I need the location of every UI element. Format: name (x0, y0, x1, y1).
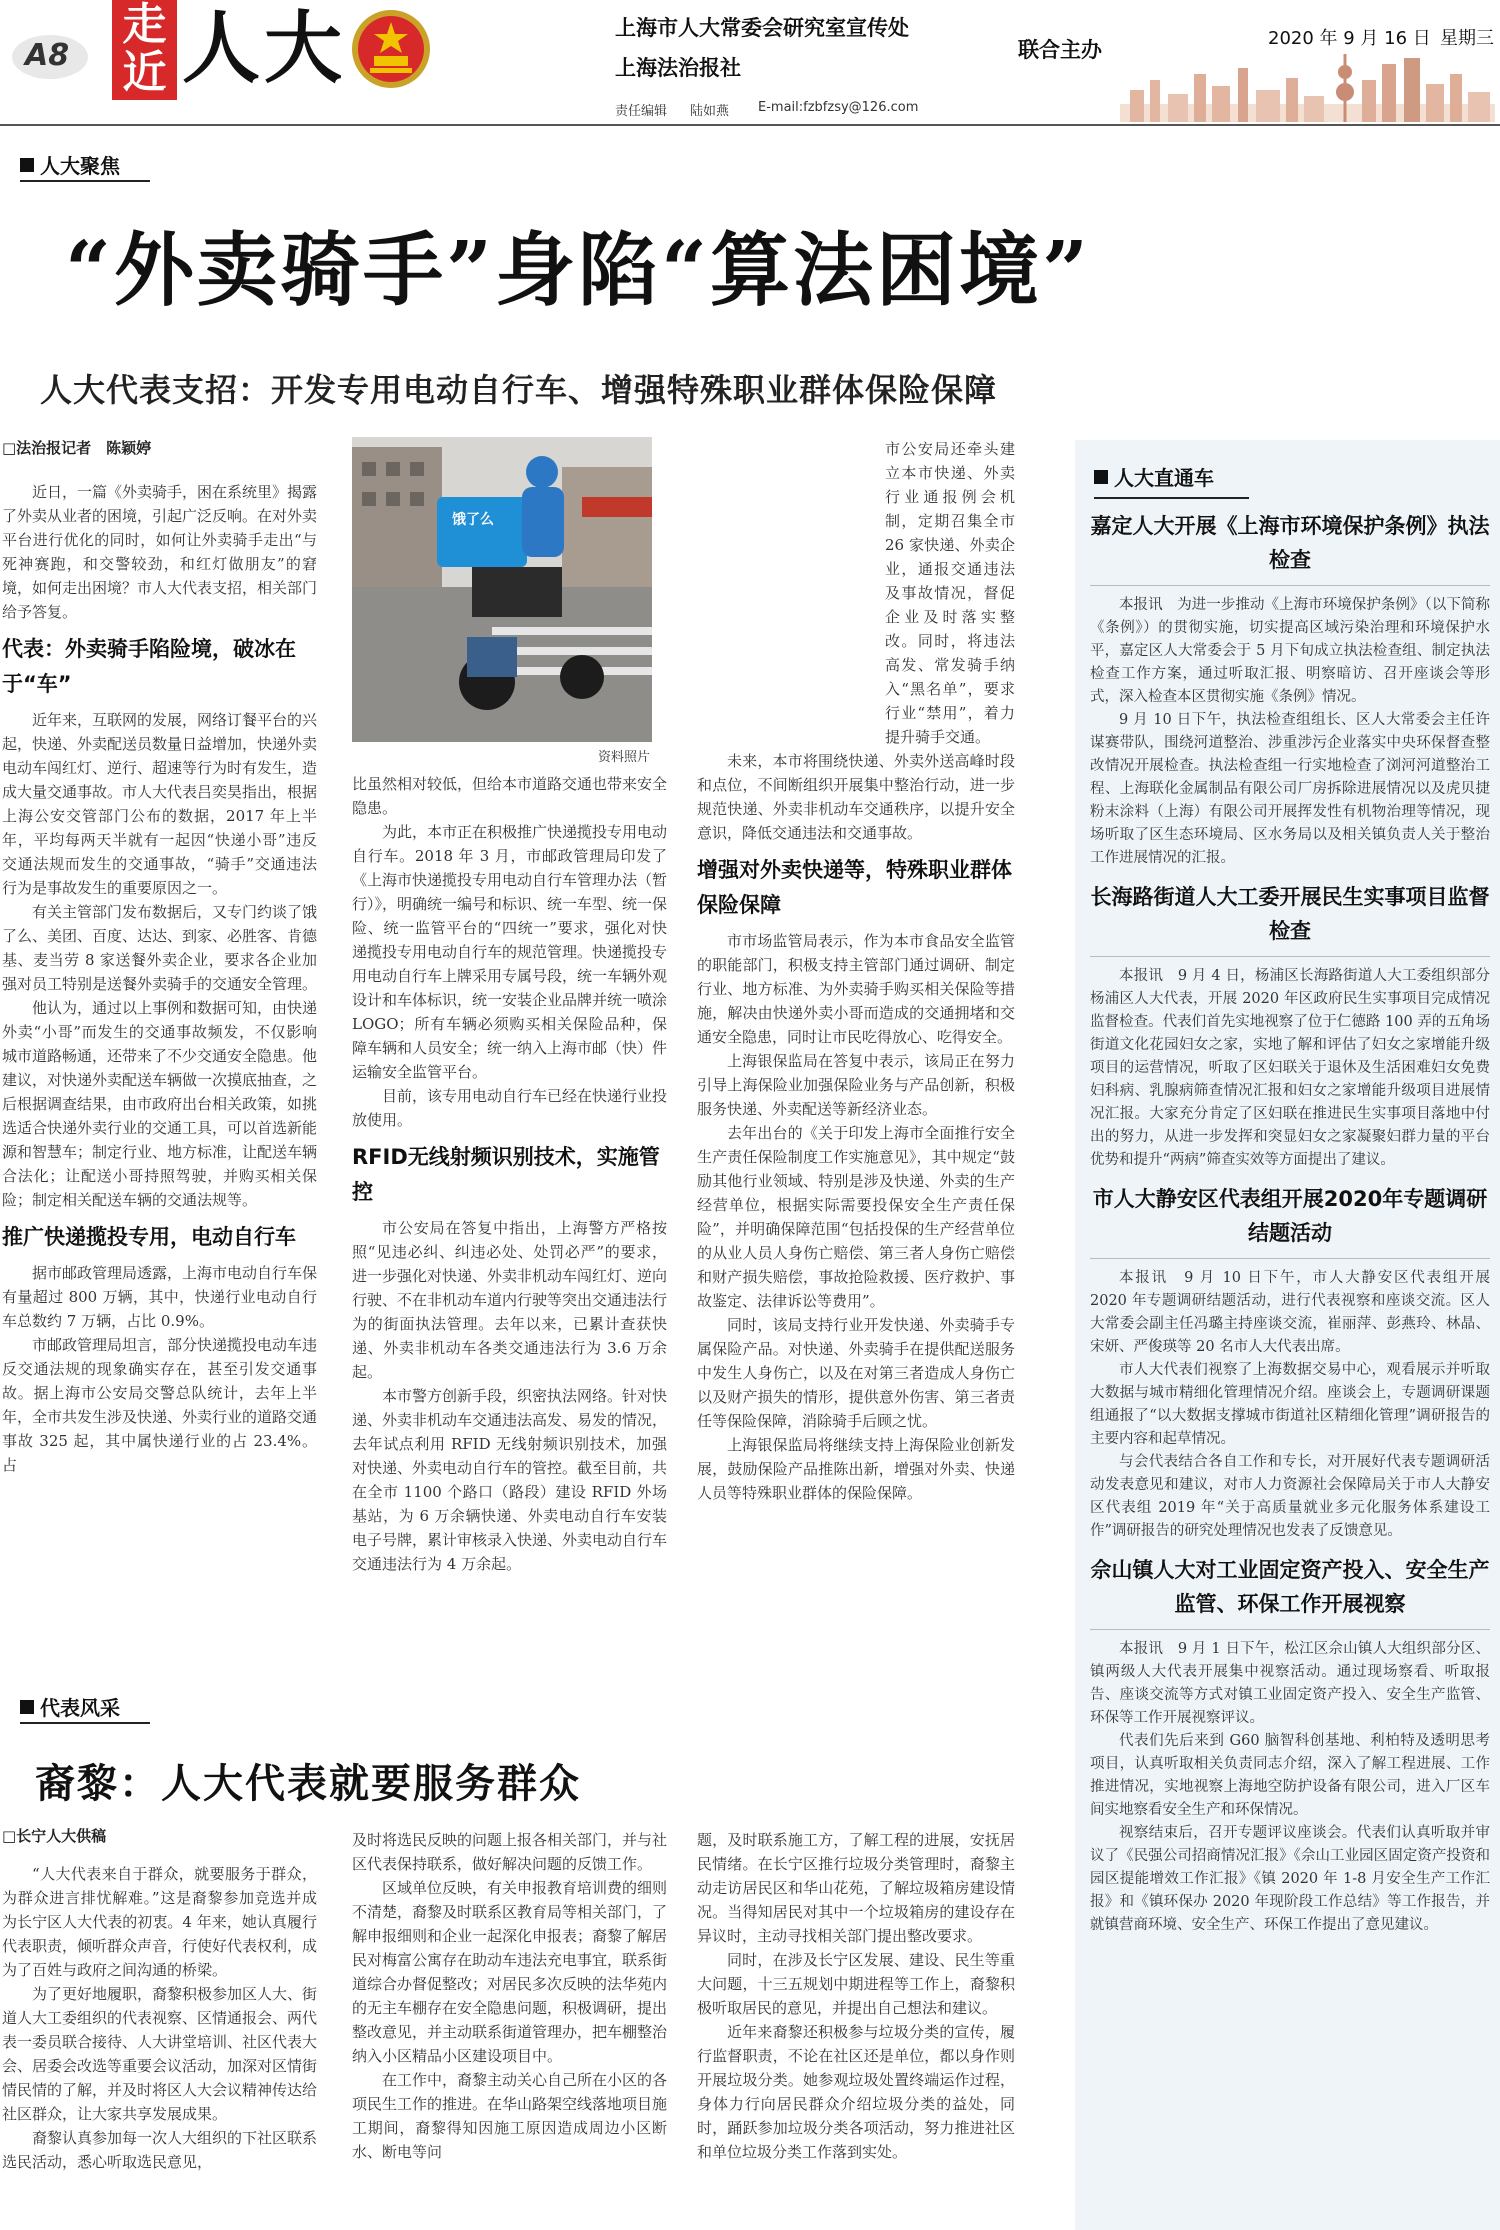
paragraph: 上海银保监局在答复中表示，该局正在努力引导上海保险业加强保险业务与产品创新，积极服务快递、外卖配送等新经济业态。 (697, 1052, 1015, 1118)
subheading: 推广快递揽投专用，电动自行车 (2, 1225, 296, 1249)
paragraph: 去年出台的《关于印发上海市全面推行安全生产责任保险制度工作实施意见》，其中规定“鼓励其他行业领域、特别是涉及快递、外卖的生产经营单位，根据实际需要投保安全生产责任保险”，并明确保障范围“包括投保的生产经营单位的从业人员人身伤亡赔偿、第三者人身伤亡赔偿和财产损失赔偿，事故抢险救援、医疗救护、事故鉴定、法律诉讼等费用”。 (697, 1124, 1015, 1310)
section-tag-label: 代表风采 (40, 1696, 120, 1720)
sidebar-title-divider (1090, 956, 1490, 957)
section-tag-label: 人大聚焦 (40, 154, 120, 178)
paragraph: 市市场监管局表示，作为本市食品安全监管的职能部门，积极支持主管部门通过调研、制定行业、地方标准、为外卖骑手购买相关保险等措施，解决由快递外卖小哥而造成的交通拥堵和交通安全隐患，同时让市民吃得放心、吃得安全。 (697, 932, 1015, 1046)
paragraph: 9 月 10 日下午，执法检查组组长、区人大常委会主任许谋赛带队，围绕河道整治、涉重涉污企业落实中央环保督查整改情况开展检查。执法检查组一行实地检查了浏河河道整治工程、上海联化金属制品有限公司厂房拆除进展情况以及虎贝捷粉末涂料（上海）有限公司开展挥发性有机物治理等情况，现场听取了区生态环境局、区水务局以及相关镇负责人关于整治工作进展情况的汇报。 (1090, 712, 1490, 866)
section-tag-square-icon (1094, 470, 1108, 484)
bottom-column-1 (2, 1862, 317, 2222)
main-subheadline: 人大代表支招：开发专用电动自行车、增强特殊职业群体保险保障 (40, 371, 998, 409)
paragraph: 上海银保监局将继续支持上海保险业创新发展，鼓励保险产品推陈出新，增强对外卖、快递人员等特殊职业群体的保险保障。 (697, 1436, 1015, 1502)
paragraph: 在工作中，裔黎主动关心自己所在小区的各项民生工作的推进。在华山路架空线落地项目施工期间，裔黎得知因施工原因造成周边小区断水、断电等问 (352, 2071, 667, 2161)
column-logo-red (112, 0, 177, 100)
paragraph: 未来，本市将围绕快递、外卖外送高峰时段和点位，不间断组织开展集中整治行动，进一步规范快递、外卖非机动车交通秩序，以提升安全意识，降低交通违法和交通事故。 (697, 752, 1015, 842)
article-column-3 (697, 437, 1015, 1665)
sidebar-title-divider (1090, 1629, 1490, 1630)
paragraph: 题，及时联系施工方，了解工程的进展，安抚居民情绪。在长宁区推行垃圾分类管理时，裔黎主动走访居民区和华山花苑，了解垃圾箱房建设情况。当得知居民对其中一个垃圾箱房的建设存在异议时，主动寻找相关部门提出整改要求。 (697, 1831, 1015, 1945)
paragraph: 本报讯 9 月 4 日，杨浦区长海路街道人大工委组织部分杨浦区人大代表，开展 2020 年区政府民生实事项目完成情况监督检查。代表们首先实地视察了位于仁德路 100 弄的五角场街道文化花园妇女之家，实地了解和评估了妇女之家增能升级项目的运营情况，听取了区妇联关于退休及生活困难妇女免费妇科病、乳腺病筛查情况汇报和妇女之家增能升级项目进展情况汇报。大家充分肯定了区妇联在推进民生实事项目落地中付出的努力，从进一步发挥和突显妇女之家凝聚妇群力量的平台优势和提升“两病”筛查实效等方面提出了建议。 (1090, 968, 1490, 1168)
paragraph: 为此，本市正在积极推广快递揽投专用电动自行车。2018 年 3 月，市邮政管理局印发了《上海市快递揽投专用电动自行车管理办法（暂行）》，明确统一编号和标识、统一车型、统一保险、统一监管平台的“四统一”要求，强化对快递揽投专用电动自行车的规范管理。快递揽投专用电动自行车上牌采用专属号段，统一车辆外观设计和车体标识，统一安装企业品牌并统一喷涂 LOGO；所有车辆必须购买相关保险品种，保障车辆和人员安全；统一纳入上海市邮（快）件运输安全监管平台。 (352, 823, 667, 1081)
paragraph: 及时将选民反映的问题上报各相关部门，并与社区代表保持联系，做好解决问题的反馈工作。 (352, 1831, 667, 1873)
skyline-illustration (1120, 50, 1495, 122)
paragraph: 据市邮政管理局透露，上海市电动自行车保有量超过 800 万辆，其中，快递行业电动自行车总数约 7 万辆，占比 0.9%。 (2, 1264, 317, 1330)
paragraph: 近年来，互联网的发展，网络订餐平台的兴起，快递、外卖配送员数量日益增加，快递外卖电动车闯红灯、逆行、超速等行为时有发生，造成大量交通事故。市人大代表吕奕昊指出，根据上海公安交管部门公布的数据，2017 年上半年，平均每两天半就有一起因“快递小哥”违反交通法规而发生的交通事故，“骑手”交通违法行为是事故发生的重要原因之一。 (2, 711, 317, 897)
paragraph: 比虽然相对较低，但给本市道路交通也带来安全隐患。 (352, 775, 667, 817)
masthead (0, 0, 1500, 119)
sidebar-article-title: 嘉定人大开展《上海市环境保护条例》执法检查 (1090, 514, 1490, 572)
subheading: RFID无线射频识别技术，实施管控 (352, 1145, 660, 1204)
section-tag-top (20, 150, 120, 179)
photo-caption: 资料照片 (598, 750, 651, 765)
paragraph: 目前，该专用电动自行车已经在快递行业投放使用。 (352, 1087, 667, 1129)
section-tag-bottom (20, 1692, 120, 1721)
paragraph: 市公安局在答复中指出，上海警方严格按照“见违必纠、纠违必处、处罚必严”的要求，进一步强化对快递、外卖非机动车闯红灯、逆向行驶、不在非机动车道内行驶等突出交通违法行为的街面执法管理。去年以来，已累计查获快递、外卖非机动车各类交通违法行为 3.6 万余起。 (352, 1219, 667, 1381)
article-column-1 (2, 480, 317, 1665)
page-number: A8 (25, 38, 70, 73)
sidebar-title-divider (1090, 1258, 1490, 1259)
bottom-byline: □长宁人大供稿 (2, 1827, 107, 1845)
paragraph: 代表们先后来到 G60 脑智科创基地、利柏特及透明思考项目，认真听取相关负责同志介绍，深入了解工程进展、工作推进情况，实地视察上海地空防护设备有限公司，进入厂区车间实地察看安全生产和环保情况。 (1090, 1733, 1490, 1818)
subheading: 代表：外卖骑手陷险境，破冰在于“车” (2, 637, 296, 696)
bottom-headline: 裔黎：人大代表就要服务群众 (35, 1761, 581, 1807)
editor-name: 陆如燕 (690, 104, 730, 119)
paragraph: 有关主管部门发布数据后，又专门约谈了饿了么、美团、百度、达达、到家、必胜客、肯德基、麦当劳 8 家送餐外卖企业，要求各企业加强对员工特别是送餐外卖骑手的交通安全管理。 (2, 903, 317, 993)
sidebar-section-underline (1094, 497, 1249, 499)
issue-weekday: 星期三 (1440, 28, 1494, 49)
paragraph: 同时，在涉及长宁区发展、建设、民生等重大问题，十三五规划中期进程等工作上，裔黎积极听取居民的意见，并提出自己想法和建议。 (697, 1951, 1015, 2017)
section-tag-square-icon (20, 1700, 34, 1714)
article-column-2 (352, 772, 667, 1665)
news-photo (352, 437, 652, 742)
paragraph: 市邮政管理局坦言，部分快递揽投电动车违反交通法规的现象确实存在，甚至引发交通事故。据上海市公安局交警总队统计，去年上半年，全市共发生涉及快递、外卖行业的道路交通事故 325 起，其中属快递行业的占 23.4%。占 (2, 1336, 317, 1474)
sidebar-section-label: 人大直通车 (1114, 466, 1214, 490)
bottom-column-3 (697, 1828, 1015, 2222)
co-organizer-label: 联合主办 (1018, 38, 1102, 62)
issue-date: 2020 年 9 月 16 日 (1268, 28, 1431, 49)
column-logo-renda: 人大 (182, 3, 347, 94)
sidebar-title-divider (1090, 585, 1490, 586)
paragraph: 裔黎认真参加每一次人大组织的下社区联系选民活动，悉心听取选民意见， (2, 2129, 317, 2171)
subheading: 增强对外卖快递等，特殊职业群体保险保障 (697, 858, 1012, 917)
section-tag-square-icon (20, 158, 34, 172)
paragraph: 本市警方创新手段，织密执法网络。针对快递、外卖非机动车交通违法高发、易发的情况，去年试点利用 RFID 无线射频识别技术，加强对快递、外卖电动自行车的管控。截至目前，共在全市 1100 个路口（路段）建设 RFID 外场基站，为 6 万余辆快递、外卖电动自行车安装电子号牌，累计审核录入快递、外卖电动自行车交通违法行为 4 万余起。 (352, 1387, 667, 1573)
paragraph: 与会代表结合各自工作和专长，对开展好代表专题调研活动发表意见和建议，对市人力资源社会保障局关于市人大静安区代表组 2019 年“关于高质量就业多元化服务体系建设工作”调研报告的研究处理情况也发表了反馈意见。 (1090, 1454, 1490, 1539)
page-number-badge (10, 32, 90, 82)
section-tag-underline (20, 1722, 150, 1724)
bottom-column-2 (352, 1828, 667, 2222)
masthead-divider (0, 124, 1500, 126)
sidebar-section-tag (1094, 462, 1490, 491)
paragraph: 近年来裔黎还积极参与垃圾分类的宣传，履行监督职责，不论在社区还是单位，都以身作则开展垃圾分类。她参观垃圾处置终端运作过程，身体力行向居民群众介绍垃圾分类的益处，同时，踊跃参加垃圾分类各项活动，努力推进社区和单位垃圾分类工作落到实处。 (697, 2023, 1015, 2161)
paragraph: 为了更好地履职，裔黎积极参加区人大、街道人大工委组织的代表视察、区情通报会、两代表一委员联合接待、人大讲堂培训、社区代表大会、居委会改选等重要会议活动，加深对区情街情民情的了解，并及时将区人大会议精神传达给社区群众，让大家共享发展成果。 (2, 1985, 317, 2123)
section-tag-underline (20, 180, 150, 182)
paragraph: 市公安局还牵头建立本市快递、外卖行业通报例会机制，定期召集全市 26 家快递、外卖企业，通报交通违法及事故情况，督促企业及时落实整改。同时，将违法高发、常发骑手纳入“黑名单”，要求行业“禁用”，着力提升骑手交通。 (885, 440, 1015, 746)
sidebar-article-title: 佘山镇人大对工业固定资产投入、安全生产监管、环保工作开展视察 (1090, 1558, 1490, 1616)
sidebar-article-title: 长海路街道人大工委开展民生实事项目监督检查 (1090, 885, 1490, 943)
paragraph: 本报讯 为进一步推动《上海市环境保护条例》（以下简称《条例》）的贯彻实施，切实提高区域污染治理和环境保护水平，嘉定区人大常委会于 5 月下旬成立执法检查组、制定执法检查工作方案，通过听取汇报、明察暗访、召开座谈会等形式，深入检查本区贯彻实施《条例》情况。 (1090, 597, 1490, 705)
organizer-2: 上海法治报社 (615, 56, 741, 80)
paragraph: “人大代表来自于群众，就要服务于群众，为群众进言排忧解难。”这是裔黎参加竞选并成为长宁区人大代表的初衷。4 年来，她认真履行代表职责，倾听群众声音，行使好代表权利，成为了百姓与政府之间沟通的桥梁。 (2, 1865, 317, 1979)
paragraph: 本报讯 9 月 1 日下午，松江区佘山镇人大组织部分区、镇两级人大代表开展集中视察活动。通过现场察看、听取报告、座谈交流等方式对镇工业固定资产投入、安全生产监管、环保等工作开展视察评议。 (1090, 1641, 1490, 1726)
editor-email: E-mail:fzbfzsy@126.com (758, 100, 919, 115)
photo-box-label: 饿了么 (452, 512, 494, 528)
paragraph: 本报讯 9 月 10 日下午，市人大静安区代表组开展 2020 年专题调研结题活动，进行代表视察和座谈交流。区人大常委会副主任冯璐主持座谈交流，崔丽萍、彭燕玲、林晶、宋妍、严俊瑛等 20 名市人大代表出席。 (1090, 1270, 1490, 1355)
paragraph: 近日，一篇《外卖骑手，困在系统里》揭露了外卖从业者的困境，引起广泛反响。在对外卖平台进行优化的同时，如何让外卖骑手走出“与死神赛跑，和交警较劲，和红灯做朋友”的窘境，如何走出困境？市人大代表支招，相关部门给予答复。 (2, 483, 317, 621)
editor-label: 责任编辑 (615, 104, 668, 119)
column-logo-char-1: 走 (122, 0, 167, 50)
column-logo-char-2: 近 (122, 47, 167, 98)
national-emblem-icon (350, 8, 432, 90)
reporter-byline: □法治报记者 陈颖婷 (2, 439, 152, 457)
paragraph: 区域单位反映，有关申报教育培训费的细则不清楚，裔黎及时联系区教育局等相关部门，了解申报细则和企业一起深化申报表；裔黎了解居民对梅富公寓存在助动车违法充电事宜，联系街道综合办督促整改；对居民多次反映的法华苑内的无主车棚存在安全隐患问题，积极调研，提出整改意见，并主动联系街道管理办，把车棚整治纳入小区精品小区建设项目中。 (352, 1879, 667, 2065)
paragraph: 市人大代表们视察了上海数据交易中心，观看展示并听取大数据与城市精细化管理情况介绍。座谈会上，专题调研课题组通报了“以大数据支撑城市街道社区精细化管理”调研报告的主要内容和起草情况。 (1090, 1362, 1490, 1447)
sidebar-content (1090, 462, 1490, 2222)
paragraph: 视察结束后，召开专题评议座谈会。代表们认真听取并审议了《民强公司招商情况汇报》《佘山工业园区固定资产投资和园区提能增效工作汇报》《镇 2020 年 1-8 月安全生产工作汇报》和《镇环保办 2020 年现阶段工作总结》等工作报告，并就镇营商环境、安全生产、环保工作提出了意见建议。 (1090, 1825, 1490, 1933)
paragraph: 同时，该局支持行业开发快递、外卖骑手专属保险产品。对快递、外卖骑手在提供配送服务中发生人身伤亡，以及在对第三者造成人身伤亡以及财产损失的情形，提供意外伤害、第三者责任等保险保障，消除骑手后顾之忧。 (697, 1316, 1015, 1430)
paragraph: 他认为，通过以上事例和数据可知，由快递外卖“小哥”而发生的交通事故频发，不仅影响城市道路畅通，还带来了不少交通安全隐患。他建议，对快递外卖配送车辆做一次摸底抽查，之后根据调查结果，由市政府出台相关政策，如挑选适合快递外卖行业的交通工具，可以首选新能源和智慧车；制定行业、地方标准，让配送车辆合法化；让配送小哥持照驾驶，并购买相关保险；制定相关配送车辆的交通法规等。 (2, 999, 317, 1209)
organizer-1: 上海市人大常委会研究室宣传处 (615, 16, 909, 40)
sidebar-article-title: 市人大静安区代表组开展2020年专题调研结题活动 (1092, 1187, 1488, 1245)
main-headline: “外卖骑手”身陷“算法困境” (65, 223, 1092, 317)
